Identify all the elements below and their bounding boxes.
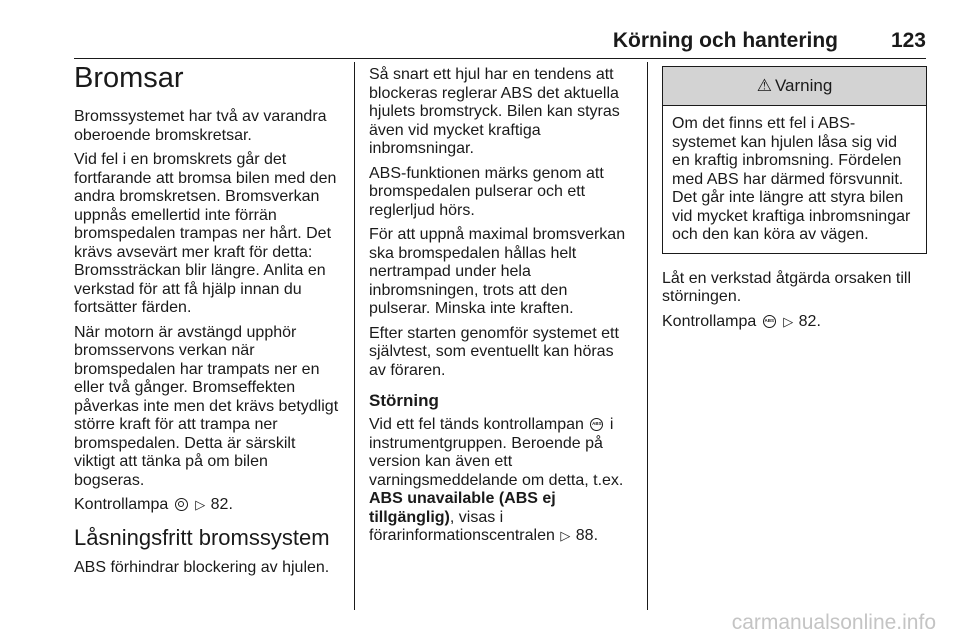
reference-label: Kontrollampa bbox=[662, 312, 757, 330]
column-divider bbox=[354, 62, 355, 610]
reference-label: Kontrollampa bbox=[74, 496, 169, 513]
paragraph: Efter starten genomför systemet ett självtest, som eventuellt kan höras av föraren. bbox=[369, 324, 619, 379]
page-number: 123 bbox=[890, 29, 926, 52]
warning-text: Om det finns ett fel i ABS-systemet kan hjulen låsa sig vid en kraftig inbromsning. Fördelen med ABS har därmed försvunnit. Det går inte längre att styra bilen vid mycket kraftiga inbromsningar och den kan köra av vägen. bbox=[672, 115, 911, 243]
abs-icon-label: ABS bbox=[764, 317, 774, 323]
warning-triangle-icon: ⚠ bbox=[756, 75, 772, 95]
paragraph: Så snart ett hjul har en tendens att blockeras reglerar ABS det aktuella hjulets bromstryck. Bilen kan styras även vid mycket kraftiga inbromsningar. bbox=[369, 66, 620, 157]
warning-title: Varning bbox=[774, 75, 833, 95]
paragraph: Bromssystemet har två av varandra oberoende bromskretsar. bbox=[74, 108, 327, 144]
page-header bbox=[74, 29, 926, 59]
middle-column bbox=[369, 66, 633, 552]
reference-page-link[interactable]: 82. bbox=[798, 312, 821, 330]
paragraph bbox=[369, 416, 633, 546]
abs-warning-icon bbox=[763, 315, 776, 328]
warning-box bbox=[662, 66, 927, 254]
reference-page-link[interactable]: 88. bbox=[575, 527, 599, 544]
page-reference-icon: ▷ bbox=[195, 497, 206, 512]
paragraph: När motorn är avstängd upphör bromsservons verkan när bromspedalen har trampats ner en eller två gånger. Bromseffekten påverkas inte men det krävs betydligt större kraft för att trampa ner bromspedalen. Detta är särskilt viktigt att tänka på om bilen bogseras. bbox=[74, 323, 339, 489]
abs-warning-icon bbox=[590, 418, 603, 431]
text-span: Vid ett fel tänds kontrollampan bbox=[369, 416, 584, 433]
section-heading-abs: Låsningsfritt bromssystem bbox=[74, 524, 330, 550]
right-column bbox=[662, 66, 927, 337]
section-heading-brakes: Bromsar bbox=[74, 62, 184, 94]
paragraph: För att uppnå maximal bromsverkan ska bromspedalen hållas helt nertrampad under hela inbromsningen, trots att den pulserar. Minska inte kraften. bbox=[369, 226, 626, 317]
lamp-reference bbox=[74, 496, 340, 515]
chapter-title: Körning och hantering bbox=[612, 29, 838, 52]
text-span: , visas i förarinformationscentralen bbox=[369, 508, 555, 544]
lamp-reference bbox=[662, 313, 927, 332]
paragraph: Låt en verkstad åtgärda orsaken till störningen. bbox=[662, 269, 912, 305]
warning-header bbox=[663, 67, 926, 106]
paragraph: ABS förhindrar blockering av hjulen. bbox=[74, 558, 330, 576]
paragraph: Vid fel i en bromskrets går det fortfarande att bromsa bilen med den andra bromskretsen. Bromsverkan uppnås emellertid inte förrän bromspedalen trampas ner hårt. Det krävs avsevärt mer kraft för detta: Bromssträckan blir längre. Anlita en verkstad för att få hjälp innan du fortsätter färden. bbox=[74, 151, 337, 316]
page-reference-icon: ▷ bbox=[783, 313, 794, 329]
page-reference-icon: ▷ bbox=[560, 528, 571, 543]
reference-page-link[interactable]: 82. bbox=[210, 496, 233, 513]
left-column bbox=[74, 58, 340, 583]
column-divider bbox=[647, 62, 648, 610]
text-span: i instrumentgruppen. Beroende på version kan även ett varningsmeddelande om detta, t.ex. bbox=[369, 416, 624, 489]
abs-icon-label: ABS bbox=[592, 421, 602, 426]
brake-warning-icon bbox=[175, 498, 188, 511]
subheading-fault: Störning bbox=[369, 391, 439, 410]
message-text: ABS unavailable (ABS ej tillgänglig) bbox=[369, 490, 556, 526]
paragraph: ABS-funktionen märks genom att bromspedalen pulserar och ett reglerljud hörs. bbox=[369, 164, 604, 219]
watermark: carmanualsonline.info bbox=[731, 611, 936, 634]
